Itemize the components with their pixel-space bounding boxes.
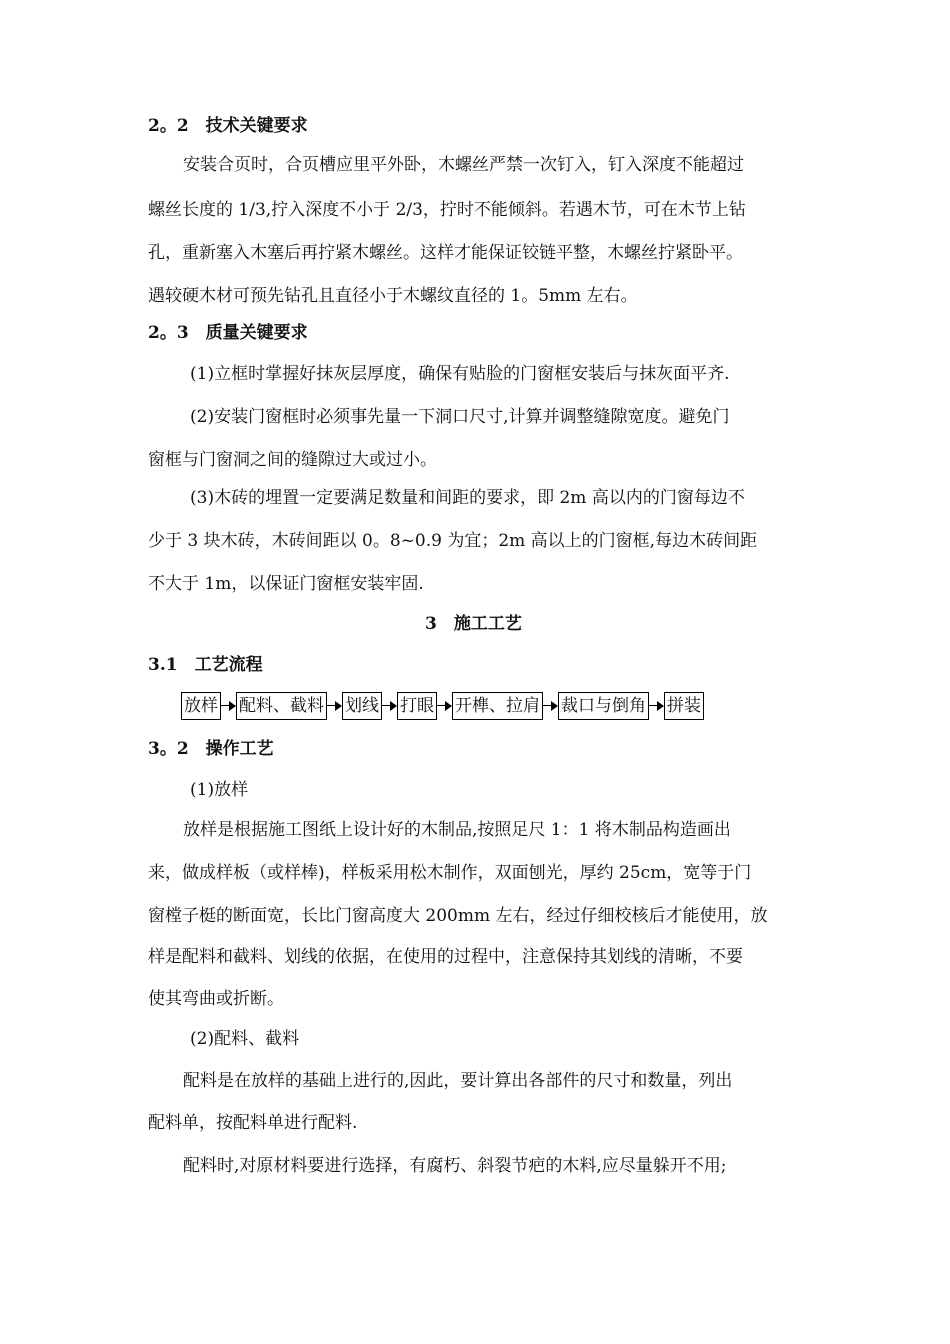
paragraph-line: 不大于 1m，以保证门窗框安装牢固. (148, 574, 424, 594)
section-2-2-heading: 2。2 技术关键要求 (148, 116, 308, 136)
arrow-right-icon (543, 693, 558, 719)
paragraph-line: (1)立框时掌握好抹灰层厚度，确保有贴脸的门窗框安装后与抹灰面平齐. (190, 364, 730, 384)
paragraph-line: 安装合页时，合页槽应里平外卧，木螺丝严禁一次钉入，钉入深度不能超过 (183, 155, 744, 175)
arrow-right-icon (649, 693, 664, 719)
paragraph-line: 来，做成样板（或样棒)，样板采用松木制作，双面刨光，厚约 25cm，宽等于门 (148, 863, 752, 883)
flow-step: 拼装 (664, 692, 704, 720)
section-3-1-heading: 3.1 工艺流程 (148, 655, 263, 675)
section-3-2-heading: 3。2 操作工艺 (148, 739, 274, 759)
paragraph-line: 孔，重新塞入木塞后再拧紧木螺丝。这样才能保证铰链平整，木螺丝拧紧卧平。 (148, 243, 743, 263)
arrow-right-icon (327, 693, 342, 719)
paragraph-line: 放样是根据施工图纸上设计好的木制品,按照足尺 1：1 将木制品构造画出 (183, 820, 731, 840)
paragraph-line: 遇较硬木材可预先钻孔且直径小于木螺纹直径的 1。5mm 左右。 (148, 286, 638, 306)
arrow-right-icon (437, 693, 452, 719)
subheading: (1)放样 (190, 780, 249, 800)
process-flow (181, 692, 704, 720)
paragraph-line: 配料单，按配料单进行配料. (148, 1113, 358, 1133)
paragraph-line: (2)安装门窗框时必须事先量一下洞口尺寸,计算并调整缝隙宽度。避免门 (190, 407, 730, 427)
paragraph-line: 样是配料和截料、划线的依据，在使用的过程中，注意保持其划线的清晰，不要 (148, 947, 743, 967)
flow-step: 裁口与倒角 (558, 692, 649, 720)
paragraph-line: 少于 3 块木砖，木砖间距以 0。8~0.9 为宜；2m 高以上的门窗框,每边木砖间距 (148, 531, 758, 551)
arrow-right-icon (221, 693, 236, 719)
paragraph-line: 螺丝长度的 1/3,拧入深度不小于 2/3，拧时不能倾斜。若遇木节，可在木节上钻 (148, 200, 746, 220)
flow-step: 划线 (342, 692, 382, 720)
paragraph-line: 窗樘子梃的断面宽，长比门窗高度大 200mm 左右，经过仔细校核后才能使用，放 (148, 906, 768, 926)
flow-step: 配料、截料 (236, 692, 327, 720)
arrow-right-icon (382, 693, 397, 719)
section-2-3-heading: 2。3 质量关键要求 (148, 323, 308, 343)
paragraph-line: 使其弯曲或折断。 (148, 989, 284, 1009)
flow-step: 放样 (181, 692, 221, 720)
flow-step: 打眼 (397, 692, 437, 720)
flow-step: 开榫、拉肩 (452, 692, 543, 720)
subheading: (2)配料、截料 (190, 1029, 300, 1049)
paragraph-line: 配料是在放样的基础上进行的,因此，要计算出各部件的尺寸和数量，列出 (183, 1071, 733, 1091)
section-3-heading: 3 施工工艺 (425, 614, 522, 634)
paragraph-line: 配料时,对原材料要进行选择，有腐朽、斜裂节疤的木料,应尽量躲开不用; (183, 1156, 727, 1176)
paragraph-line: 窗框与门窗洞之间的缝隙过大或过小。 (148, 450, 437, 470)
paragraph-line: (3)木砖的埋置一定要满足数量和间距的要求，即 2m 高以内的门窗每边不 (190, 488, 745, 508)
